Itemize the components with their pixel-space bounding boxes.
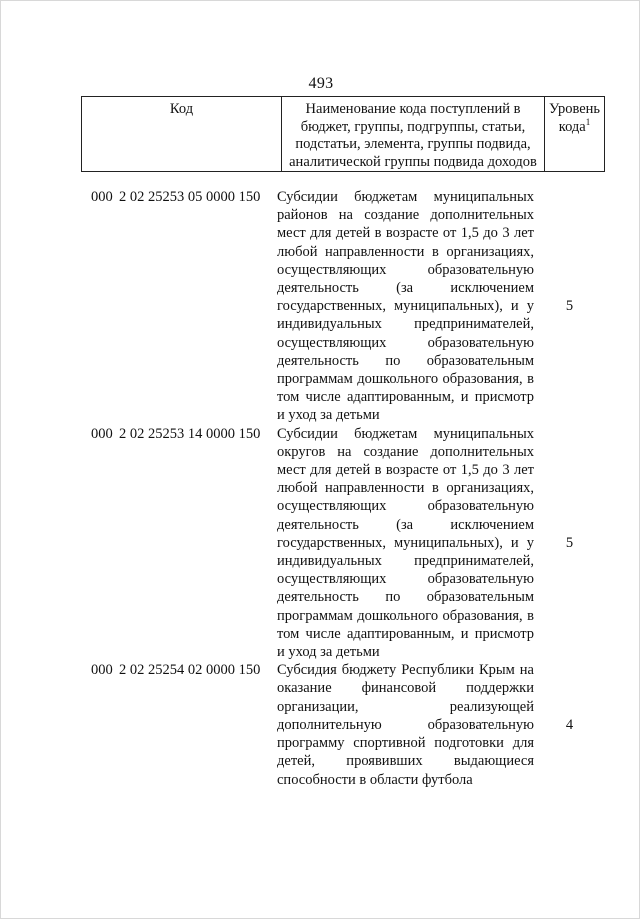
row-budget-code: 2 02 25253 14 0000 150 bbox=[119, 425, 261, 442]
row-level bbox=[534, 661, 605, 788]
header-table bbox=[81, 96, 605, 172]
row-level-value: 5 bbox=[565, 298, 574, 315]
header-row bbox=[82, 97, 605, 172]
table-row bbox=[81, 661, 605, 788]
header-level-footnote: 1 bbox=[585, 116, 591, 127]
header-name-label: Наименование кода поступлений в бюджет, группы, подгруппы, статьи, подстатьи, элемента, группы подвида, аналитической группы подвида доходов bbox=[289, 101, 537, 170]
row-level-value: 5 bbox=[565, 534, 574, 551]
code-rows bbox=[81, 188, 605, 789]
row-name: Субсидия бюджету Республики Крым на оказание финансовой поддержки организации, реализующей дополнительную образовательную программу спортивной подготовки для детей, проявивших выдающиеся способности в области футбола bbox=[277, 662, 534, 788]
row-level bbox=[534, 188, 605, 425]
page-number: 493 bbox=[308, 75, 334, 92]
header-level-label: Уровень кода bbox=[548, 101, 601, 135]
row-level-value: 4 bbox=[565, 716, 574, 733]
row-name: Субсидии бюджетам муниципальных округов на создание дополнительных мест для детей в возрасте от 1,5 до 3 лет любой направленности в организациях, осуществляющих образовательную деятельность (за исключением государственных, муниципальных), и у индивидуальных предпринимателей, осуществляющих образовательную деятельность по образовательным программам дошкольного образования, в том числе адаптированным, и присмотр и уход за детьми bbox=[277, 425, 534, 661]
row-budget-code: 2 02 25253 05 0000 150 bbox=[119, 189, 261, 205]
row-budget-code: 2 02 25254 02 0000 150 bbox=[119, 662, 261, 679]
header-code-label: Код bbox=[169, 101, 194, 117]
row-name: Субсидии бюджетам муниципальных районов на создание дополнительных мест для детей в возрасте от 1,5 до 3 лет любой направленности в организациях, осуществляющих образовательную деятельность (за исключением государственных, муниципальных), и у индивидуальных предпринимателей, осуществляющих образовательную деятельность по образовательным программам дошкольного образования, в том числе адаптированным, и присмотр и уход за детьми bbox=[277, 189, 534, 424]
row-admin-code: 000 bbox=[91, 662, 113, 679]
header-name bbox=[282, 97, 545, 172]
row-level bbox=[534, 425, 605, 662]
header-code bbox=[82, 97, 282, 172]
row-admin-code: 000 bbox=[91, 189, 113, 205]
table-row bbox=[81, 425, 605, 662]
header-level bbox=[545, 97, 605, 172]
row-admin-code: 000 bbox=[91, 425, 113, 442]
table-row bbox=[81, 188, 605, 425]
